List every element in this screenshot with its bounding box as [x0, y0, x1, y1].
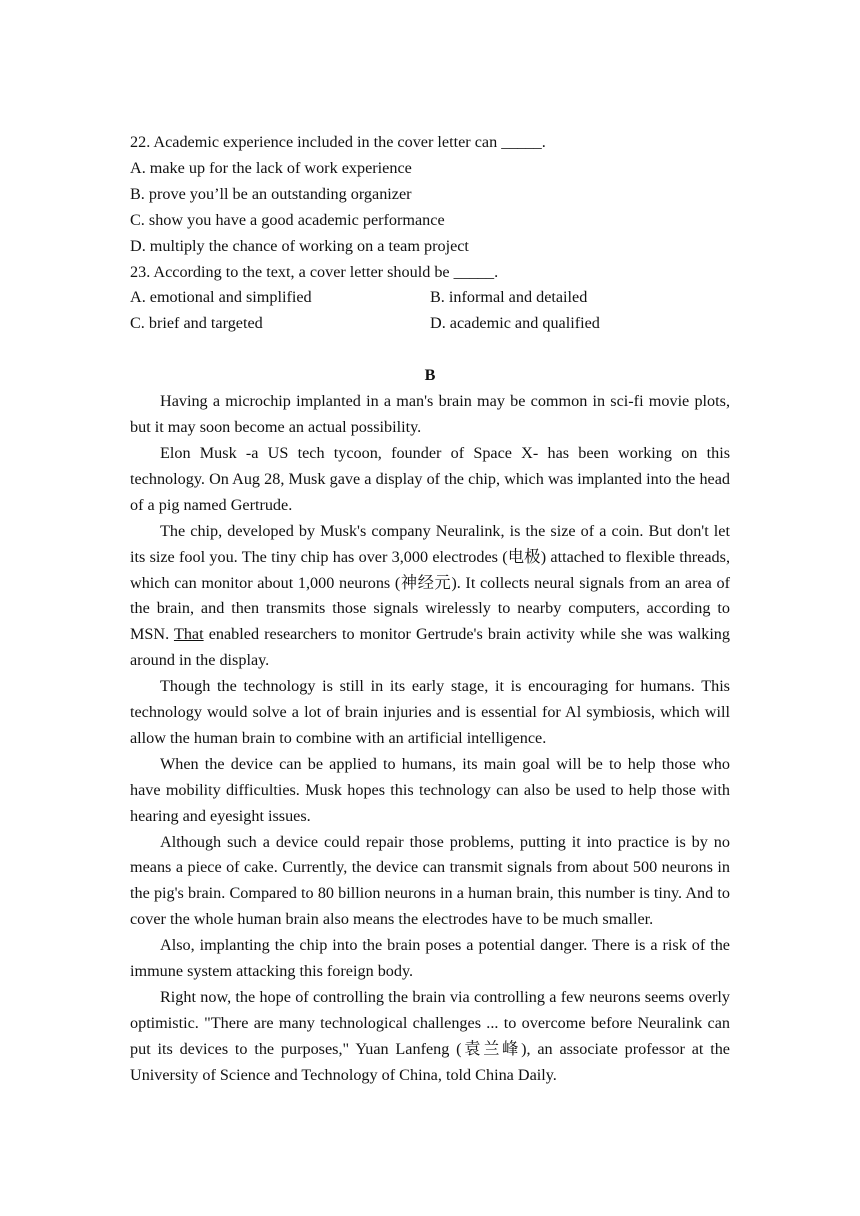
document-page: [130, 130, 730, 1089]
question-22-option-a: A. make up for the lack of work experience: [130, 158, 412, 177]
paragraph-5: When the device can be applied to humans, its main goal will be to help those who have mobility difficulties. Musk hopes this technology can also be used to help those with hearing and eyesight issues.: [130, 754, 730, 825]
paragraph-7: Also, implanting the chip into the brain poses a potential danger. There is a risk of the immune system attacking this foreign body.: [130, 936, 730, 981]
underlined-word: That: [173, 625, 204, 644]
paragraph-4: Though the technology is still in its early stage, it is encouraging for humans. This technology would solve a lot of brain injuries and is essential for Al symbiosis, which will allow the human brain to combine with an artificial intelligence.: [130, 677, 730, 747]
question-23-options-row-2: [130, 311, 730, 337]
question-23-option-c: C. brief and targeted: [130, 314, 263, 333]
question-23-stem: 23. According to the text, a cover letter should be _____.: [130, 262, 499, 281]
section-title: B: [424, 366, 436, 385]
question-22-option-c: C. show you have a good academic performance: [130, 210, 445, 229]
question-23-option-a: A. emotional and simplified: [130, 288, 312, 307]
question-22-option-d: D. multiply the chance of working on a team project: [130, 236, 469, 255]
paragraph-2: Elon Musk -a US tech tycoon, founder of Space X- has been working on this technology. On Aug 28, Musk gave a display of the chip, which was implanted into the head of a pig named Gertrude.: [130, 443, 730, 514]
paragraph-3: [130, 519, 730, 674]
question-22-stem: 22. Academic experience included in the cover letter can _____.: [130, 133, 546, 151]
paragraph-1: Having a microchip implanted in a man's brain may be common in sci-fi movie plots, but it may soon become an actual possibility.: [130, 392, 730, 437]
question-22-option-b: B. prove you’ll be an outstanding organizer: [130, 184, 412, 203]
question-23-option-d: D. academic and qualified: [430, 314, 600, 333]
question-23-options-row-1: [130, 285, 730, 311]
paragraph-3-text-before: The chip, developed by Musk's company Neuralink, is the size of a coin. But don't let its size fool you. The tiny chip has over 3,000 electrodes (电极) attached to flexible threads, which can monitor about 1,000 neurons (神经元). It collects neural signals from an area of the brain, and then transmits those signals wirelessly to nearby computers, according to MSN.: [130, 521, 730, 644]
paragraph-8: Right now, the hope of controlling the brain via controlling a few neurons seems overly optimistic. "There are many technological challenges ... to overcome before Neuralink can put its devices to the purposes," Yuan Lanfeng (袁兰峰), an associate professor at the University of Science and Technology of China, told China Daily.: [130, 988, 730, 1084]
question-23-option-b: B. informal and detailed: [430, 288, 588, 307]
paragraph-6: Although such a device could repair those problems, putting it into practice is by no means a piece of cake. Currently, the device can transmit signals from about 500 neurons in the pig's brain. Compared to 80 billion neurons in a human brain, this number is tiny. And to cover the whole human brain also means the electrodes have to be much smaller.: [130, 832, 730, 929]
paragraph-3-text-after: enabled researchers to monitor Gertrude's brain activity while she was walking around in the display.: [130, 625, 730, 670]
